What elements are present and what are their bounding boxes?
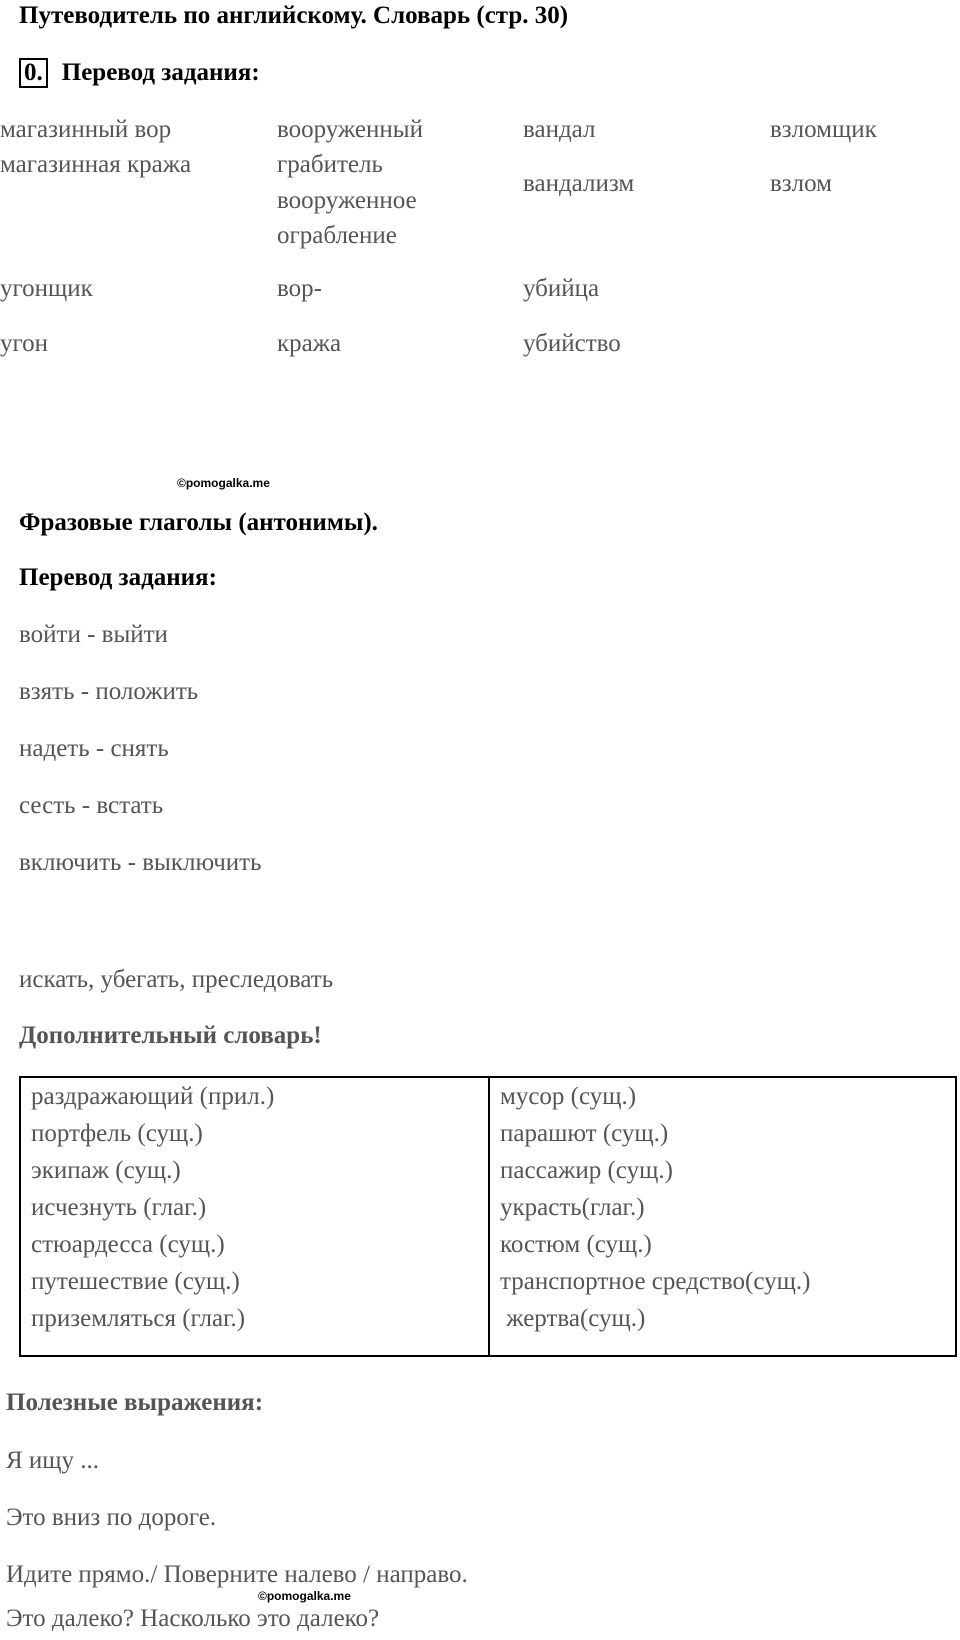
watermark: ©pomogalka.me <box>258 1589 351 1603</box>
extra-dict-right-column <box>490 1078 955 1355</box>
dict-entry: приземляться (глаг.) <box>31 1305 246 1332</box>
task-heading-label: Перевод задания: <box>61 59 260 86</box>
vocab-word: вор- <box>277 275 322 302</box>
extra-dict-heading: Дополнительный словарь! <box>19 1022 322 1049</box>
dict-entry: жертва(сущ.) <box>500 1305 646 1332</box>
dict-entry: раздражающий (прил.) <box>31 1083 275 1110</box>
phrasal-pair: взять - положить <box>19 678 199 705</box>
vocab-word: взломщик <box>770 116 877 143</box>
extra-dict-left-column <box>21 1078 490 1355</box>
dict-entry: стюардесса (сущ.) <box>31 1231 225 1258</box>
vocab-word: убийство <box>523 330 621 357</box>
dict-entry: исчезнуть (глаг.) <box>31 1194 207 1221</box>
vocab-word: грабитель <box>277 151 383 178</box>
useful-line: Это далеко? Насколько это далеко? <box>6 1605 380 1632</box>
watermark: ©pomogalka.me <box>177 476 270 490</box>
phrasal-pair: включить - выключить <box>19 849 262 876</box>
dict-entry: экипаж (сущ.) <box>31 1157 181 1184</box>
vocab-word: взлом <box>770 170 832 197</box>
dict-entry: украсть(глаг.) <box>500 1194 645 1221</box>
vocab-word: угон <box>0 330 49 357</box>
dict-entry: путешествие (сущ.) <box>31 1268 240 1295</box>
vocab-word: магазинная кража <box>0 151 192 178</box>
vocab-word: магазинный вор <box>0 116 172 143</box>
task-number-box: 0. <box>19 58 48 88</box>
page-title: Путеводитель по английскому. Словарь (стр. 30) <box>19 2 569 29</box>
vocab-word: ограбление <box>277 222 397 249</box>
vocab-word: угонщик <box>0 275 93 302</box>
verbs-line: искать, убегать, преследовать <box>19 966 334 993</box>
phrasal-pair: войти - выйти <box>19 621 168 648</box>
vocab-word: убийца <box>523 275 600 302</box>
dict-entry: парашют (сущ.) <box>500 1120 669 1147</box>
extra-dict-table <box>19 1076 957 1357</box>
useful-line: Я ищу ... <box>6 1447 100 1474</box>
vocab-word: вандализм <box>523 170 635 197</box>
dict-entry: пассажир (сущ.) <box>500 1157 673 1184</box>
useful-line: Идите прямо./ Поверните налево / направо. <box>6 1561 468 1588</box>
phrasal-heading: Фразовые глаголы (антонимы). <box>19 509 378 536</box>
phrasal-subheading: Перевод задания: <box>19 564 217 591</box>
vocab-word: вандал <box>523 116 596 143</box>
useful-line: Это вниз по дороге. <box>6 1504 217 1531</box>
dict-entry: мусор (сущ.) <box>500 1083 637 1110</box>
useful-heading: Полезные выражения: <box>6 1389 264 1416</box>
dict-entry: транспортное средство(сущ.) <box>500 1268 811 1295</box>
task-heading <box>19 58 260 88</box>
dict-entry: портфель (сущ.) <box>31 1120 203 1147</box>
dict-entry: костюм (сущ.) <box>500 1231 652 1258</box>
vocab-word: кража <box>277 330 342 357</box>
vocab-word: вооруженный <box>277 116 423 143</box>
vocab-word: вооруженное <box>277 187 417 214</box>
phrasal-pair: сесть - встать <box>19 792 164 819</box>
phrasal-pair: надеть - снять <box>19 735 169 762</box>
